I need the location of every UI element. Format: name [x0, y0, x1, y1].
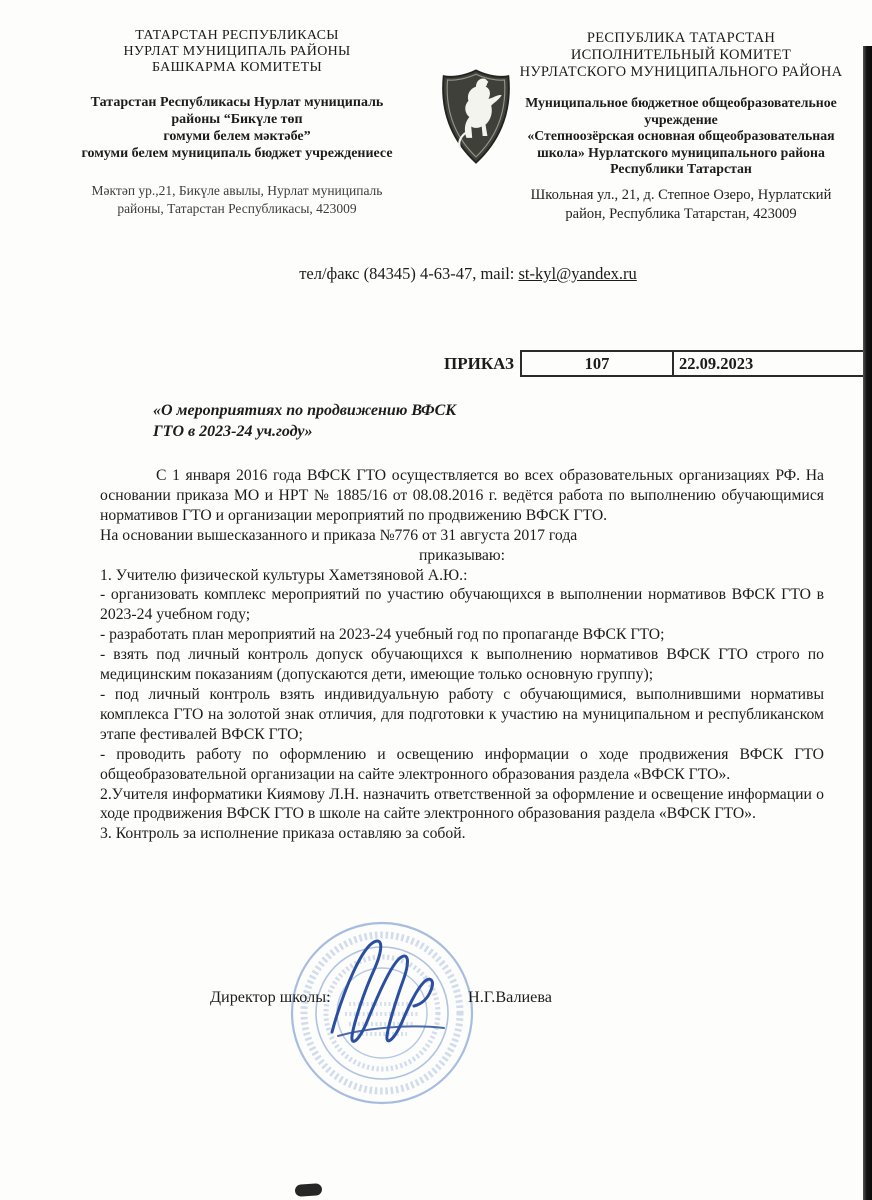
header-left-name [40, 94, 434, 162]
header-left-org [40, 28, 434, 76]
handwritten-signature [318, 932, 463, 1060]
order-table [520, 350, 869, 377]
header-left-name-line: гомуми белем муниципаль бюджет учреждениесе [81, 146, 393, 161]
header-right-name-line: Республики Татарстан [610, 161, 752, 176]
header-left-address [40, 182, 434, 218]
order-date: 22.09.2023 [678, 354, 754, 373]
header-right-org-line: РЕСПУБЛИКА ТАТАРСТАН [586, 30, 776, 46]
order-label: ПРИКАЗ [444, 354, 514, 373]
body-paragraph: - разработать план мероприятий на 2023-24 учебный год по пропаганде ВФСК ГТО; [100, 626, 665, 644]
header-left-name-line: гомуми белем мәктәбе” [163, 129, 311, 144]
header-right-org-line: ИСПОЛНИТЕЛЬНЫЙ КОМИТЕТ [570, 47, 792, 63]
contact-email-text: st-kyl@yandex.ru [518, 264, 637, 283]
signature-name: Н.Г.Валиева [468, 988, 552, 1006]
order-subject-line: «О мероприятиях по продвижению ВФСК [153, 402, 457, 419]
header-left [40, 28, 434, 218]
header-right-org-line: НУРЛАТСКОГО МУНИЦИПАЛЬНОГО РАЙОНА [519, 64, 843, 80]
header-left-org-line: НУРЛАТ МУНИЦИПАЛЬ РАЙОНЫ [123, 44, 351, 59]
header-right-org [498, 30, 864, 81]
signature-title: Директор школы: [210, 988, 331, 1006]
header-right-address [498, 186, 864, 224]
header-right-name-line: учреждение [644, 111, 718, 127]
header-right [498, 30, 864, 224]
body-paragraph: - под личный контроль взять индивидуальную работу с обучающимися, выполнившими нормативы комплекса ГТО на золотой знак отличия, для подготовки к участию на муниципальном и республиканском этапе фестивалей ВФСК ГТО; [100, 685, 824, 743]
header-left-name-line: районы “Бикүле төп [171, 112, 303, 127]
header-left-address-line: Мәктәп ур.,21, Бикүле авылы, Нурлат муниципаль [91, 183, 383, 198]
header-left-name-line: Татарстан Республикасы Нурлат муниципаль [90, 95, 384, 110]
body-paragraph: 1. Учителю физической культуры Хаметзяновой А.Ю.: [100, 566, 468, 584]
body-paragraph: - взять под личный контроль допуск обучающихся к выполнению нормативов ВФСК ГТО строго по медицинским показаниям (допускаются дети, имеющие только основную группу); [100, 646, 824, 684]
header-right-name-line: Муниципальное бюджетное общеобразовательное [525, 95, 837, 110]
header-right-address-line: район, Республика Татарстан, 423009 [565, 205, 797, 222]
contact-phone-text: тел/факс (84345) 4-63-47, mail: [299, 264, 519, 283]
body-paragraph: - проводить работу по оформлению и освещению информации о ходе продвижения ВФСК ГТО общеобразовательной организации на сайте электронного образования раздела «ВФСК ГТО». [100, 745, 824, 783]
contact-line [0, 264, 872, 284]
order-body [100, 466, 824, 844]
scan-mark-bottom [295, 1183, 323, 1197]
header-right-address-line: Школьная ул., 21, д. Степное Озеро, Нурлатский [530, 186, 832, 203]
body-paragraph: 2.Учителя информатики Киямову Л.Н. назначить ответственной за оформление и освещение информации о ходе продвижения ВФСК ГТО в школе на сайте электронного образования раздела «ВФСК ГТО». [100, 785, 824, 823]
body-paragraph: приказываю: [419, 546, 505, 564]
order-subject [153, 400, 456, 442]
header-left-address-line: районы, Татарстан Республикасы, 423009 [117, 201, 357, 216]
scan-edge-right [863, 46, 872, 1200]
body-paragraph: 3. Контроль за исполнение приказа оставляю за собой. [100, 825, 466, 843]
body-paragraph: С 1 января 2016 года ВФСК ГТО осуществляется во всех образовательных организациях РФ. На основании приказа МО и НРТ № 1885/16 от 08.08.2016 г. ведётся работа по выполнению обучающимися нормативов ГТО и организации мероприятий по продвижению ВФСК ГТО. [100, 467, 824, 524]
header-left-org-line: ТАТАРСТАН РЕСПУБЛИКАСЫ [135, 28, 339, 43]
header-left-org-line: БАШКАРМА КОМИТЕТЫ [151, 60, 322, 75]
order-subject-line: ГТО в 2023-24 уч.году» [153, 423, 313, 440]
header-right-name-line: школа» Нурлатского муниципального района [537, 144, 825, 160]
header-right-name-line: «Степноозёрская основная общеобразовательная [527, 128, 835, 143]
header-right-name [498, 95, 864, 178]
order-number: 107 [522, 352, 674, 375]
body-paragraph: На основании вышесказанного и приказа №776 от 31 августа 2017 года [100, 526, 578, 544]
body-paragraph: - организовать комплекс мероприятий по участию обучающихся в выполнении нормативов ВФСК ГТО в 2023-24 учебном году; [100, 586, 824, 624]
order-header [444, 350, 869, 377]
